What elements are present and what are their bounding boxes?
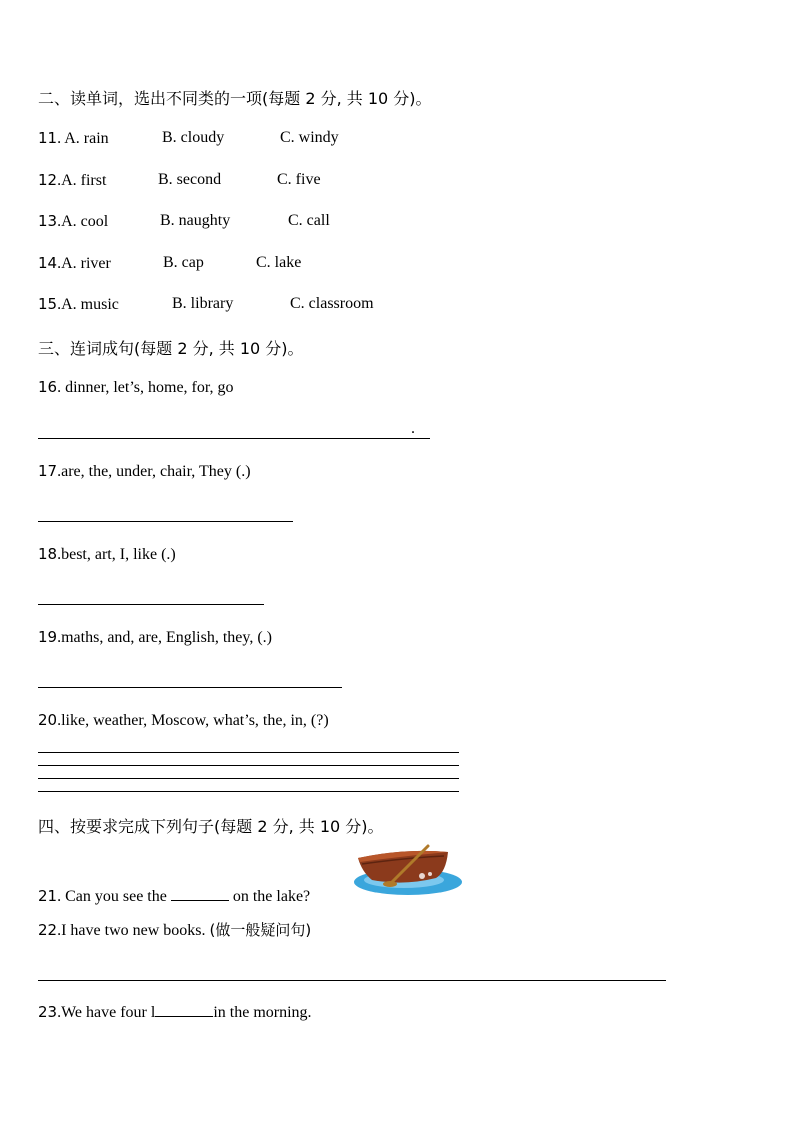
question-14 <box>38 254 111 273</box>
question-separator: . <box>57 296 62 313</box>
question-separator: . <box>57 213 62 230</box>
question-text-before: .We have four l <box>57 1004 156 1021</box>
sentence-end-mark: . <box>411 420 415 437</box>
question-17 <box>38 462 251 481</box>
option-a: A. river <box>61 255 111 272</box>
question-23 <box>38 1002 312 1022</box>
question-19 <box>38 628 272 647</box>
question-text: .are, the, under, chair, They (.) <box>57 463 251 480</box>
fill-blank-23[interactable] <box>155 1002 213 1017</box>
option-a: A. rain <box>64 130 109 147</box>
question-number: 18 <box>38 545 58 563</box>
question-16 <box>38 378 234 397</box>
question-22 <box>38 919 311 940</box>
option-b: B. cap <box>163 254 204 271</box>
question-number: 12 <box>38 171 58 189</box>
question-number: 13 <box>38 212 58 230</box>
question-separator: . <box>57 130 65 147</box>
question-number: 22 <box>38 921 58 939</box>
question-text: .like, weather, Moscow, what’s, the, in, (?) <box>57 712 329 729</box>
question-text: .maths, and, are, English, they, (.) <box>57 629 272 646</box>
option-c: C. call <box>288 212 330 229</box>
answer-line-18[interactable] <box>38 604 264 605</box>
question-separator: . <box>57 172 62 189</box>
question-text: .best, art, I, like (.) <box>57 546 176 563</box>
question-18 <box>38 545 176 564</box>
question-number: 19 <box>38 628 58 646</box>
answer-line-20b[interactable] <box>38 765 459 766</box>
question-number: 20 <box>38 711 58 729</box>
answer-line-22[interactable] <box>38 980 666 981</box>
question-number: 23 <box>38 1003 58 1021</box>
question-text: .I have two new books. <box>57 922 210 939</box>
question-number: 11 <box>38 129 58 147</box>
option-c: C. lake <box>256 254 302 271</box>
question-separator: . <box>57 255 62 272</box>
option-b: B. library <box>172 295 234 312</box>
question-instruction: (做一般疑问句) <box>209 921 312 939</box>
option-c: C. windy <box>280 129 339 146</box>
question-number: 14 <box>38 254 58 272</box>
option-c: C. five <box>277 171 321 188</box>
question-15 <box>38 295 119 314</box>
question-number: 17 <box>38 462 58 480</box>
question-12 <box>38 171 106 190</box>
question-text-after: in the morning. <box>213 1004 312 1021</box>
question-text-before: . Can you see the <box>57 888 171 905</box>
question-text: . dinner, let’s, home, for, go <box>57 379 234 396</box>
question-11 <box>38 129 109 148</box>
option-b: B. naughty <box>160 212 231 229</box>
question-number: 21 <box>38 887 58 905</box>
question-20 <box>38 711 329 730</box>
question-number: 16 <box>38 378 58 396</box>
answer-line-20c[interactable] <box>38 778 459 779</box>
question-13 <box>38 212 108 231</box>
answer-line-20a[interactable] <box>38 752 459 753</box>
fill-blank-21[interactable] <box>171 886 229 901</box>
section-4-title: 四、按要求完成下列句子(每题 2 分, 共 10 分)。 <box>38 817 384 836</box>
question-number: 15 <box>38 295 58 313</box>
option-b: B. cloudy <box>162 129 225 146</box>
answer-line-19[interactable] <box>38 687 342 688</box>
option-a: A. first <box>61 172 107 189</box>
answer-line-20d[interactable] <box>38 791 459 792</box>
option-a: A. music <box>61 296 119 313</box>
option-a: A. cool <box>61 213 109 230</box>
option-c: C. classroom <box>290 295 374 312</box>
answer-line-16[interactable] <box>38 438 430 439</box>
boat-with-oar-icon <box>344 842 464 904</box>
question-text-after: on the lake? <box>228 888 311 905</box>
section-2-title: 二、读单词，选出不同类的一项(每题 2 分, 共 10 分)。 <box>38 89 432 108</box>
question-21 <box>38 886 310 906</box>
option-b: B. second <box>158 171 222 188</box>
section-3-title: 三、连词成句(每题 2 分, 共 10 分)。 <box>38 339 304 358</box>
answer-line-17[interactable] <box>38 521 293 522</box>
